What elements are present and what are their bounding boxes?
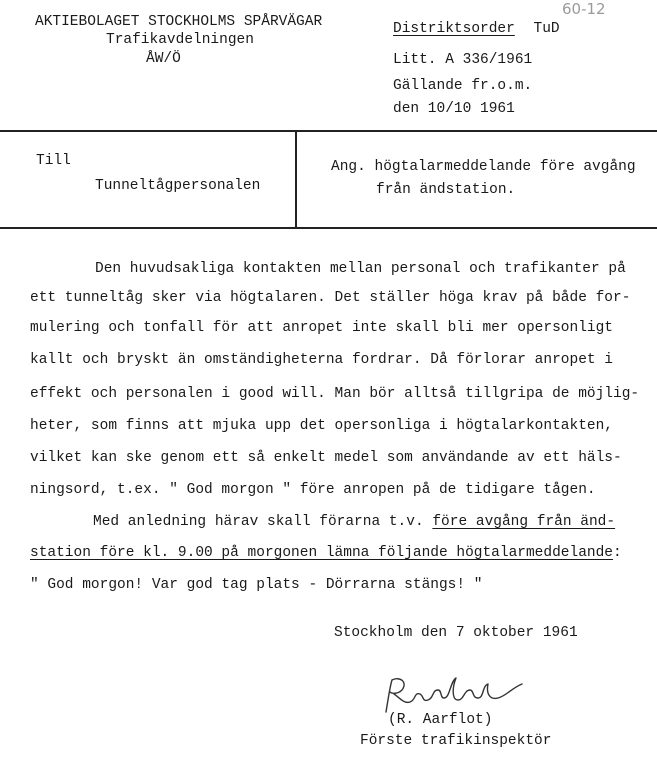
subject-line-2: från ändstation.: [376, 182, 516, 198]
header-top-divider: [0, 130, 657, 132]
body-line: Den huvudsakliga kontakten mellan personal och trafikanter på: [95, 261, 626, 277]
department-name: Trafikavdelningen: [106, 32, 254, 48]
p2-underlined-text: station före kl. 9.00 på morgonen lämna följande högtalarmeddelande: [30, 545, 613, 561]
p2-underlined-text: före avgång från änd-: [432, 514, 616, 530]
body-line: ett tunneltåg sker via högtalaren. Det ställer höga krav på både for-: [30, 290, 631, 306]
margin-note: 60-12: [562, 0, 606, 18]
body-line: [93, 514, 615, 530]
recipient-name: Tunneltågpersonalen: [95, 178, 261, 194]
valid-date: den 10/10 1961: [393, 101, 515, 117]
valid-from-label: Gällande fr.o.m.: [393, 78, 533, 94]
litt-number: Litt. A 336/1961: [393, 52, 533, 68]
company-name: AKTIEBOLAGET STOCKHOLMS SPÅRVÄGAR: [35, 14, 323, 30]
body-line: kallt och bryskt än omständigheterna fordrar. Då förlorar anropet i: [30, 352, 613, 368]
body-line: heter, som finns att mjuka upp det opersonliga i högtalarkontakten,: [30, 418, 613, 434]
p2-colon: :: [613, 545, 622, 561]
header-bottom-divider: [0, 227, 657, 229]
header-vertical-divider: [295, 131, 297, 228]
order-type-code: TuD: [533, 21, 560, 37]
body-line: [30, 545, 622, 561]
signature-name: (R. Aarflot): [388, 712, 493, 728]
body-line: ningsord, t.ex. " God morgon " före anropen på de tidigare tågen.: [30, 482, 596, 498]
reference-code: ÅW/Ö: [146, 51, 181, 67]
body-line: mulering och tonfall för att anropet inte skall bli mer opersonligt: [30, 320, 613, 336]
body-line: effekt och personalen i good will. Man bör alltså tillgripa de möjlig-: [30, 386, 640, 402]
order-type: [393, 21, 560, 37]
recipient-label: Till: [36, 153, 71, 169]
announcement-text: " God morgon! Var god tag plats - Dörrarna stängs! ": [30, 577, 483, 593]
body-line: vilket kan ske genom ett så enkelt medel som användande av ett häls-: [30, 450, 622, 466]
signatory-title: Förste trafikinspektör: [360, 733, 552, 749]
p2-plain-text: Med anledning härav skall förarna t.v.: [93, 514, 433, 530]
place-date: Stockholm den 7 oktober 1961: [334, 625, 578, 641]
order-type-label: Distriktsorder: [393, 21, 515, 37]
subject-line-1: Ang. högtalarmeddelande före avgång: [331, 159, 636, 175]
